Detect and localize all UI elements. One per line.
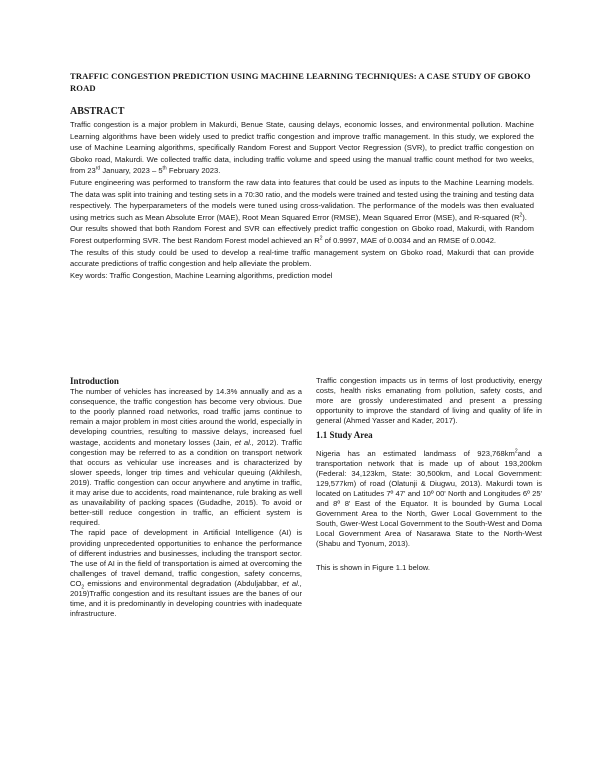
abstract-paragraph-1: Traffic congestion is a major problem in Makurdi, Benue State, causing delays, economic losses, and environmental pollution. Machine Learning algorithms have been widely used to predict traffic congestion and improve traffic management. In this study, we explored the use of Machine Learning algorithms, specifically Random Forest and Support Vector Regression (SVR), to predict traffic congestion on Gboko road, Makurdi. We collected traffic data, including traffic volume and speed using the manual traffic count method for two weeks, from 23rd January, 2023 – 5th February 2023. [70, 120, 534, 176]
introduction-column [70, 376, 302, 619]
impact-paragraph: Traffic congestion impacts us in terms of lost productivity, energy costs, health risks emanating from pollution, safety costs, and more are grossly underestimated and present a pressing opportunity to improve the standard of living and quality of life in general (Ahmed Yasser and Kader, 2017). [316, 376, 542, 426]
introduction-heading: Introduction [70, 376, 119, 386]
abstract-paragraph-2: Future engineering was performed to transform the raw data into features that could be used as inputs to the Machine Learning models. The data was split into training and testing sets in a 70:30 ratio, and the models were trained and tested using the training and testing data respectively. The hyperparameters of the models were tuned using cross-validation. The performance of the models was then evaluated using metrics such as Mean Absolute Error (MAE), Root Mean Squared Error (RMSE), Mean Squared Error (MSE), and R-squared $(R^2)$. [70, 177, 534, 222]
study-area-paragraph: Nigeria has an estimated landmass of $923,768km^2and$ a transportation network that is made up of about 193,200km (Federal: 34,123km, State: 30,500km, and Local Government: 129,577km) of road (Olatunji & Diugwu, 2013). Makurdi town is located on Latitudes 7º 47' and 10º 00' North and Longitudes 6º 25' and 8º 8' East of the Equator. It is bounded by Guma Local Government Area to the North, Gwer Local Government to the South, Gwer-West Local Government to the South-West and Doma Local Government Area of Nasarawa State to the North-West (Shabu and Tyonum, 2013). [316, 448, 542, 549]
introduction-paragraph-2: The rapid pace of development in Artificial Intelligence (AI) is providing unprecedented opportunities to enhance the performance of different industries and businesses, including the transport sector. The use of AI in the field of transportation is aimed at overcoming the challenges of travel demand, traffic congestion, safety concerns, $CO_2$ emissions and environmental degradation (Abduljabbar, et al., 2019)Traffic congestion and its resultant issues are the banes of our time, and it is predominantly in developing countries with inadequate infrastructure. [70, 528, 303, 619]
paper-title: TRAFFIC CONGESTION PREDICTION USING MACHINE LEARNING TECHNIQUES: A CASE STUDY OF GBOKO ROAD [70, 71, 531, 93]
abstract-paragraph-3: Our results showed that both Random Forest and SVR can effectively predict traffic congestion on Gboko road, Makurdi, with Random Forest outperforming SVR. The best Random Forest model achieved an $R^2$ of 0.9997, MAE of 0.0034 and an RMSE of 0.0042. [70, 224, 534, 245]
figure-reference: This is shown in Figure 1.1 below. [316, 562, 430, 572]
abstract-paragraph-4: The results of this study could be used to develop a real-time traffic management system on Gboko road, Makurdi that can provide accurate predictions of traffic congestion and help alleviate the problem. [70, 247, 534, 269]
abstract-heading: ABSTRACT [70, 106, 125, 117]
right-column [316, 376, 542, 573]
keywords: Key words: Traffic Congestion, Machine Learning algorithms, prediction model [70, 270, 333, 280]
study-area-heading: 1.1 Study Area [316, 430, 373, 441]
introduction-paragraph-1: The number of vehicles has increased by 14.3% annually and as a consequence, the traffic congestion has become very obvious. Due to the poorly planned road networks, road traffic jams continue to remain a major problem in most cities around the world, especially in developing countries, resulting to massive delays, increased fuel wastage, accidents and monetary losses (Jain, et al., 2012). Traffic congestion may be referred to as a condition on transport network that occurs as vehicular use increases and is characterized by slower speeds, longer trip times and vehicular queuing (Akhilesh, 2019). Traffic congestion can occur anywhere and anytime in traffic, it may arise due to accidents, road maintenance, rule braking as well as unavailability of packing spaces (Gudadhe, 2015). To avoid or better-still reduce congestion in traffic, an efficient system is required. [70, 387, 302, 528]
abstract-body [70, 119, 534, 281]
